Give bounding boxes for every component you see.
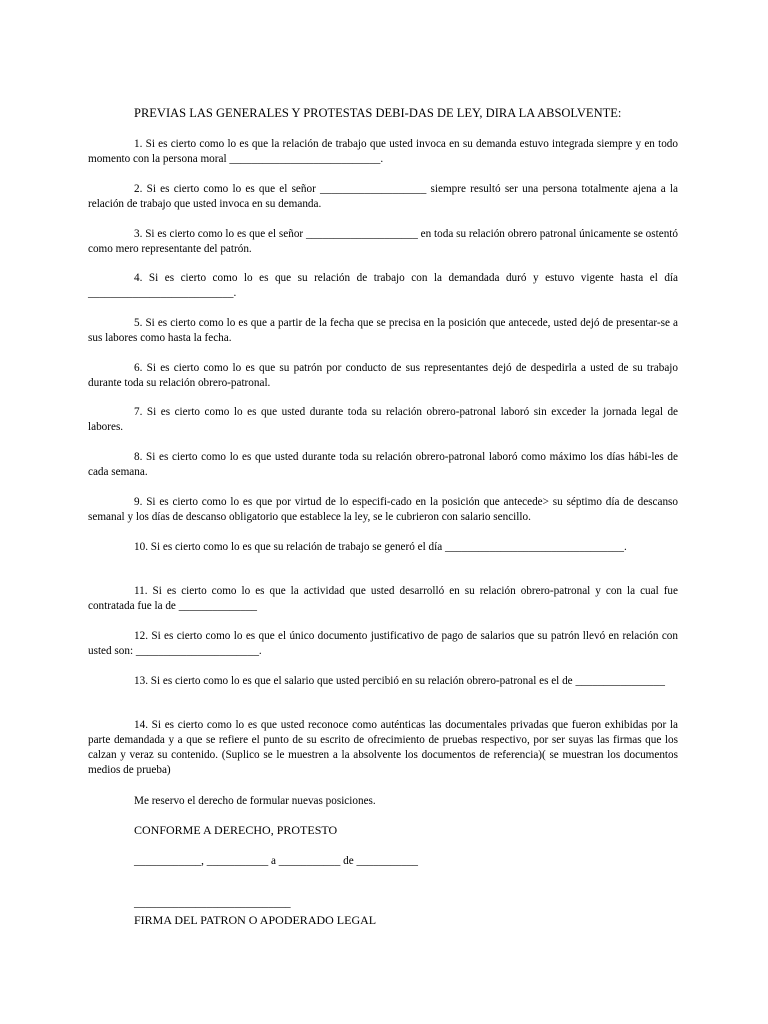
document-heading: PREVIAS LAS GENERALES Y PROTESTAS DEBI-DAS DE LEY, DIRA LA ABSOLVENTE: xyxy=(134,106,622,120)
position-item-6: 6. Si es cierto como lo es que su patrón por conducto de sus representantes dejó de despedirla a usted de su trabajo durante toda su relación obrero-patronal. xyxy=(88,362,678,389)
position-item-9: 9. Si es cierto como lo es que por virtud de lo especifi-cado en la posición que antecede> su séptimo día de descanso semanal y los días de descanso obligatorio que establece la ley, se le cubrieron con salario sencillo. xyxy=(88,496,678,523)
position-item-4: 4. Si es cierto como lo es que su relación de trabajo con la demandada duró y estuvo vigente hasta el día __________________________. xyxy=(88,272,678,299)
position-item-3: 3. Si es cierto como lo es que el señor ____________________ en toda su relación obrero patronal únicamente se ostentó como mero representante del patrón. xyxy=(88,228,678,255)
position-item-8: 8. Si es cierto como lo es que usted durante toda su relación obrero-patronal laboró como máximo los días hábi-les de cada semana. xyxy=(88,451,678,478)
position-item-1: 1. Si es cierto como lo es que la relación de trabajo que usted invoca en su demanda estuvo integrada siempre y en todo momento con la persona moral ___________________________. xyxy=(88,138,678,165)
position-item-7: 7. Si es cierto como lo es que usted durante toda su relación obrero-patronal laboró sin exceder la jornada legal de labores. xyxy=(88,406,678,433)
closing-statement: CONFORME A DERECHO, PROTESTO xyxy=(134,823,338,837)
signature-line: ____________________________ xyxy=(134,897,291,909)
position-item-5: 5. Si es cierto como lo es que a partir de la fecha que se precisa en la posición que antecede, usted dejó de presentar-se a sus labores como hasta la fecha. xyxy=(88,317,678,344)
position-item-13: 13. Si es cierto como lo es que el salario que usted percibió en su relación obrero-patronal es el de ________________ xyxy=(134,675,665,687)
position-item-14: 14. Si es cierto como lo es que usted reconoce como auténticas las documentales privadas que fueron exhibidas por la parte demandada y a que se refiere el punto de su escrito de ofrecimiento de pruebas respectivo, por ser suyas las firmas que los calzan y veraz su contenido. (Suplico se le muestren a la absolvente los documentos de referencia)( se muestran los documentos medios de prueba) xyxy=(88,719,678,776)
reserve-statement: Me reservo el derecho de formular nuevas posiciones. xyxy=(134,795,376,807)
position-item-12: 12. Si es cierto como lo es que el único documento justificativo de pago de salarios que su patrón llevó en relación con usted son: ______________________. xyxy=(88,630,678,657)
date-line: ____________, ___________ a ___________ de ___________ xyxy=(134,855,419,867)
position-item-10: 10. Si es cierto como lo es que su relación de trabajo se generó el día ________________________________. xyxy=(134,541,627,553)
signature-label: FIRMA DEL PATRON O APODERADO LEGAL xyxy=(134,913,377,927)
position-item-2: 2. Si es cierto como lo es que el señor ___________________ siempre resultó ser una persona totalmente ajena a la relación de trabajo que usted invoca en su demanda. xyxy=(88,183,678,210)
position-item-11: 11. Si es cierto como lo es que la actividad que usted desarrolló en su relación obrero-patronal y con la cual fue contratada fue la de ______________ xyxy=(88,585,678,612)
